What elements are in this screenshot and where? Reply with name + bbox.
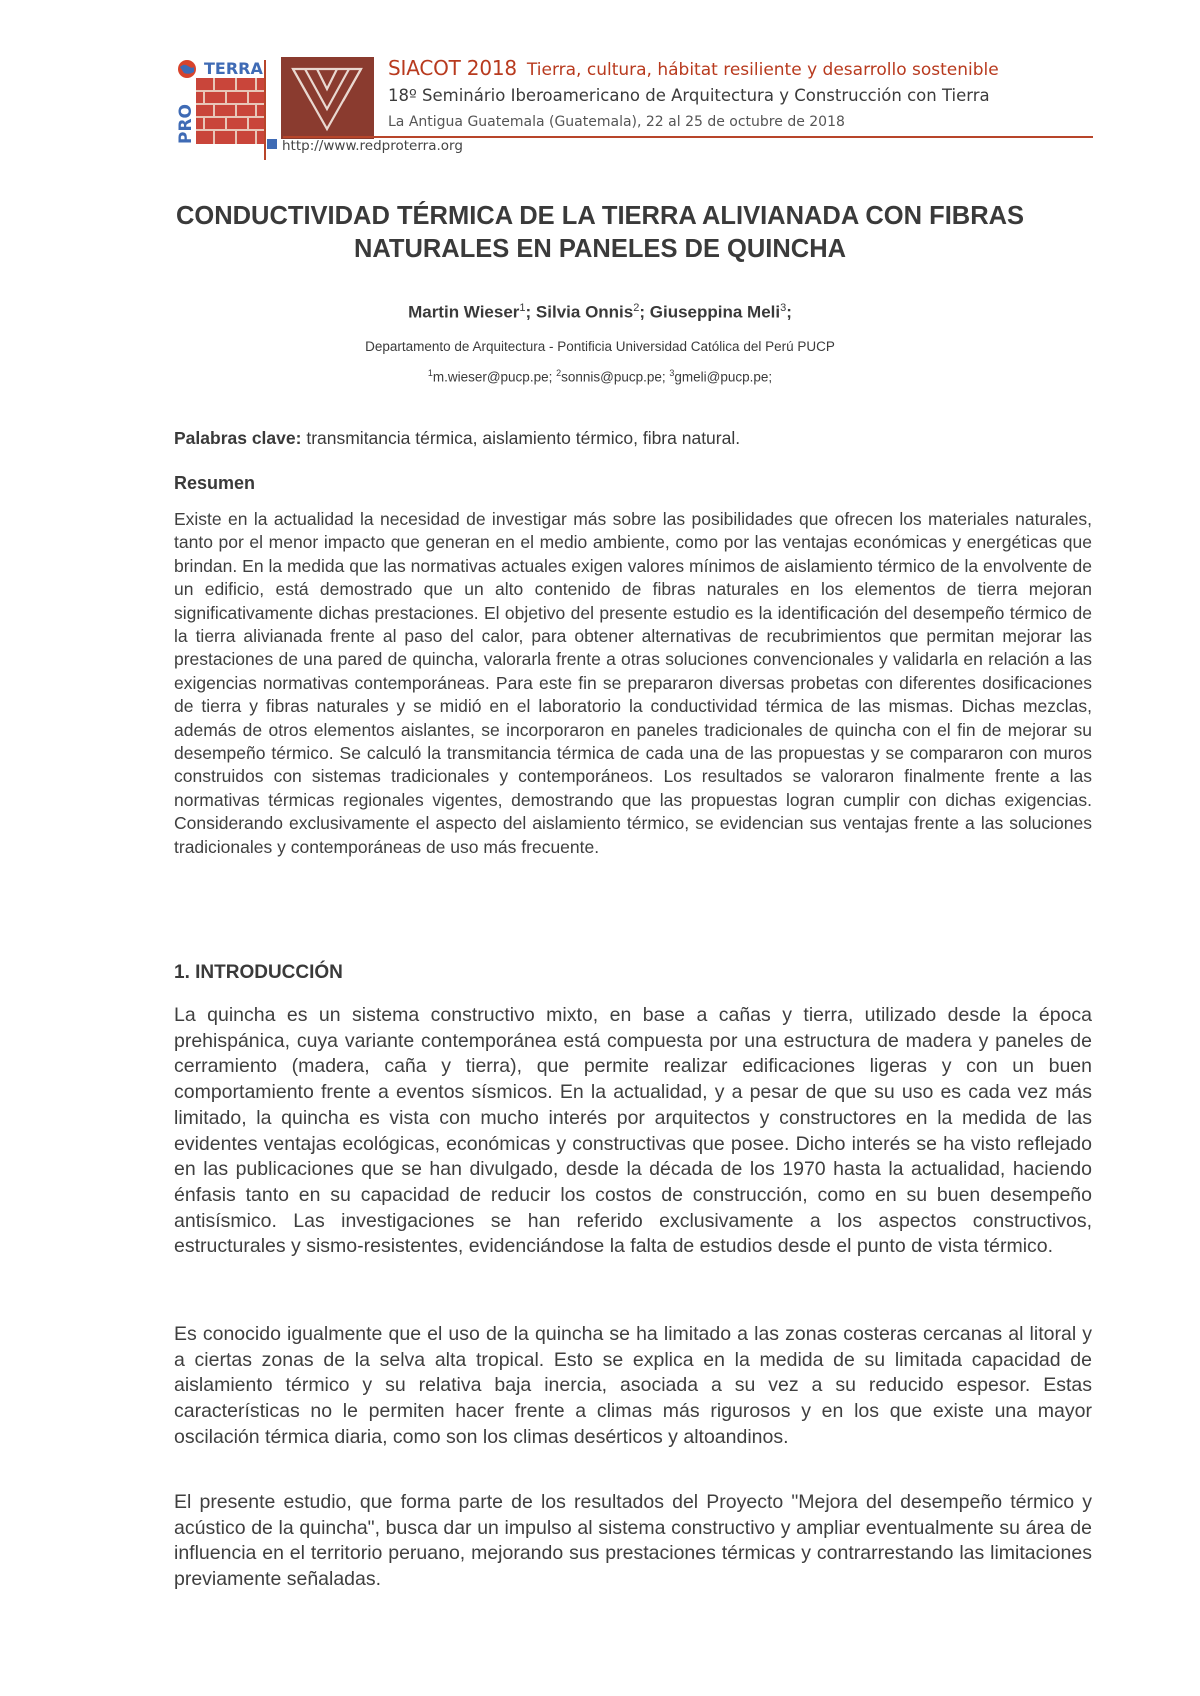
conference-header <box>0 0 1200 165</box>
email-mark: 2 <box>556 368 562 378</box>
author-emails <box>160 368 1040 385</box>
author-name: Giuseppina Meli <box>649 302 781 322</box>
url-bullet-icon <box>267 139 277 149</box>
keywords-line <box>174 428 1092 449</box>
svg-text:PRO: PRO <box>176 103 196 144</box>
conference-theme: Tierra, cultura, hábitat resiliente y desarrollo sostenible <box>526 60 999 80</box>
email-mark: 3 <box>669 368 675 378</box>
email-address[interactable]: m.wieser@pucp.pe; <box>432 369 557 385</box>
intro-heading: 1. INTRODUCCIÓN <box>174 962 343 983</box>
author-separator: ; <box>639 302 650 322</box>
author-affiliation-mark: 3 <box>780 302 787 314</box>
author-name: Martin Wieser <box>408 302 520 322</box>
author-affiliation: Departamento de Arquitectura - Pontificia Universidad Católica del Perú PUCP <box>365 339 835 354</box>
author-separator: ; <box>786 302 792 322</box>
header-vertical-rule <box>264 60 266 160</box>
author-affiliation-mark: 1 <box>519 302 526 314</box>
conference-name: SIACOT 2018 <box>388 56 517 80</box>
paper-title: CONDUCTIVIDAD TÉRMICA DE LA TIERRA ALIVIANADA CON FIBRAS NATURALES EN PANELES DE QUINCHA <box>175 202 1025 263</box>
conference-url[interactable]: http://www.redproterra.org <box>282 138 463 154</box>
email-mark: 1 <box>427 368 433 378</box>
keywords-text: transmitancia térmica, aislamiento térmico, fibra natural. <box>306 428 741 448</box>
email-address[interactable]: sonnis@pucp.pe; <box>561 369 670 385</box>
conference-title-line <box>388 56 999 80</box>
email-address[interactable]: gmeli@pucp.pe; <box>674 369 773 385</box>
author-affiliation-mark: 2 <box>633 302 640 314</box>
abstract-heading: Resumen <box>174 473 256 493</box>
abstract-paragraph: Existe en la actualidad la necesidad de investigar más sobre las posibilidades que ofrecen los materiales naturales, tanto por el menor impacto que generan en el medio ambiente, como por las ventajas económicas y energéticas que brindan. En la medida que las normativas actuales exigen valores mínimos de aislamiento térmico de la envolvente de un edificio, está demostrado que un alto contenido de fibras naturales en los elementos de tierra mejoran significativamente dichas prestaciones. El objetivo del presente estudio es la identificación del desempeño térmico de la tierra alivianada frente al paso del calor, para obtener alternativas de recubrimientos que permitan mejorar las prestaciones de una pared de quincha, valorarla frente a otras soluciones convencionales y validarla en relación a las exigencias normativas contemporáneas. Para este fin se prepararon diversas probetas con diferentes dosificaciones de tierra y fibras naturales y se midió en el laboratorio la conductividad térmica de las mismas. Dichas mezclas, además de otros elementos aislantes, se incorporaron en paneles tradicionales de quincha con el fin de mejorar su desempeño térmico. Se calculó la transmitancia térmica de cada una de las propuestas y se compararon con muros construidos con sistemas tradicionales y contemporáneos. Los resultados se valoraron finalmente frente a las normativas térmicas regionales vigentes, demostrando que las propuestas logran cumplir con dichas exigencias. Considerando exclusivamente el aspecto del aislamiento térmico, se evidencian sus ventajas frente a las soluciones tradicionales y contemporáneas de uso más frecuente. <box>174 509 1092 857</box>
intro-paragraph: Es conocido igualmente que el uso de la quincha se ha limitado a las zonas costeras cercanas al litoral y a ciertas zonas de la selva alta tropical. Esto se explica en la medida de su limitada capacidad de aislamiento térmico y su relativa baja inercia, asociada a su vez a su reducido espesor. Estas características no le permiten hacer frente a climas más rigurosos y en los que existe una mayor oscilación térmica diaria, como son los climas desérticos y altoandinos. <box>174 1323 1092 1448</box>
author-list <box>160 302 1040 323</box>
keywords-label: Palabras clave: <box>174 428 302 448</box>
conference-seminar: 18º Seminário Iberoamericano de Arquitectura y Construcción con Tierra <box>388 86 990 105</box>
svg-text:TERRA: TERRA <box>204 59 263 78</box>
siacot-logo <box>281 57 374 139</box>
intro-paragraph: El presente estudio, que forma parte de los resultados del Proyecto "Mejora del desempeño térmico y acústico de la quincha", busca dar un impulso al sistema constructivo y ampliar eventualmente su área de influencia en el territorio peruano, mejorando sus prestaciones térmicas y contrarrestando las limitaciones previamente señaladas. <box>174 1491 1092 1591</box>
author-separator: ; <box>525 302 536 322</box>
proterra-logo <box>174 58 265 145</box>
intro-paragraph: La quincha es un sistema constructivo mixto, en base a cañas y tierra, utilizado desde la época prehispánica, cuya variante contemporánea está compuesta por una estructura de madera y paneles de cerramiento (madera, caña y tierra), que permite realizar edificaciones ligeras y con un buen comportamiento frente a eventos sísmicos. En la actualidad, y a pesar de que su uso es cada vez más limitado, la quincha es vista con mucho interés por arquitectos y constructores en la medida de las evidentes ventajas ecológicas, económicas y constructivas que posee. Dicho interés se ha visto reflejado en las publicaciones que se han divulgado, desde la década de los 1970 hasta la actualidad, haciendo énfasis tanto en su capacidad de reducir los costos de construcción, como en su buen desempeño antisísmico. Las investigaciones se han referido exclusivamente a los aspectos constructivos, estructurales y sismo-resistentes, evidenciándose la falta de estudios desde el punto de vista térmico. <box>174 1004 1092 1258</box>
author-name: Silvia Onnis <box>535 302 634 322</box>
conference-place-date: La Antigua Guatemala (Guatemala), 22 al 25 de octubre de 2018 <box>388 114 845 130</box>
